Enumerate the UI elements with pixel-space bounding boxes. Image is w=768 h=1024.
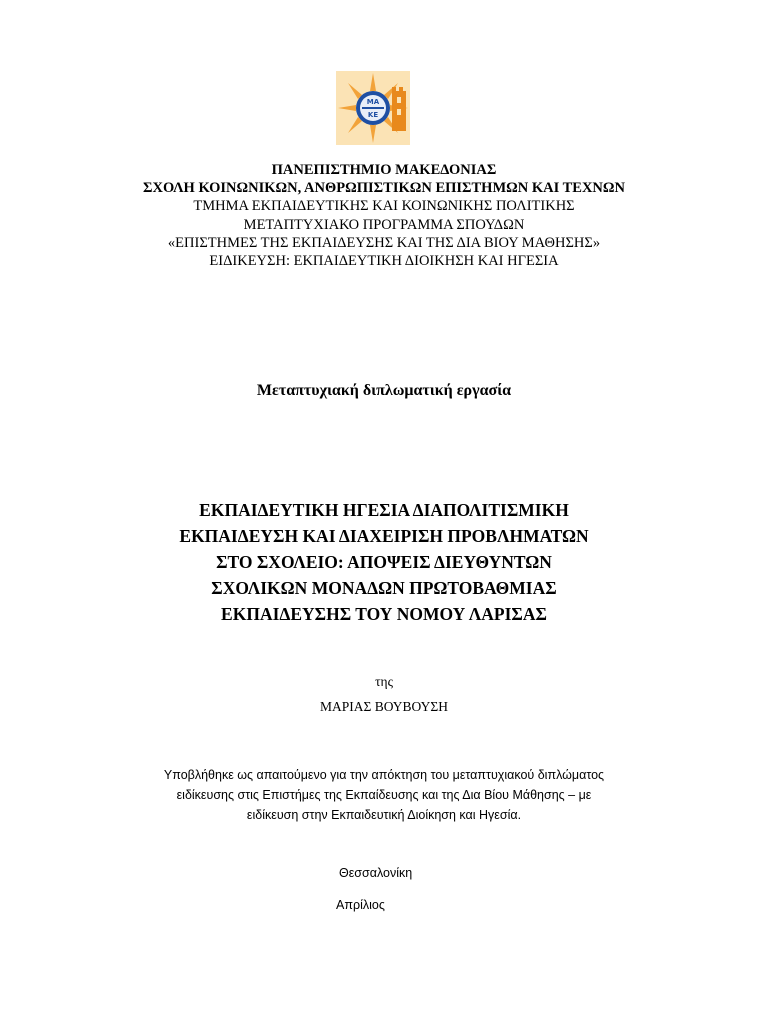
program-name: «ΕΠΙΣΤΗΜΕΣ ΤΗΣ ΕΚΠΑΙΔΕΥΣΗΣ ΚΑΙ ΤΗΣ ΔΙΑ ΒΙΟΥ ΜΑΘΗΣΗΣ» [167,234,601,251]
submission-statement [130,765,638,825]
city: Θεσσαλονίκη [339,866,413,880]
university-logo-icon [336,71,410,145]
title-line: ΕΚΠΑΙΔΕΥΣΗΣ ΤΟΥ ΝΟΜΟΥ ΛΑΡΙΣΑΣ [221,604,547,624]
specialization: ΕΙΔΙΚΕΥΣΗ: ΕΚΠΑΙΔΕΥΤΙΚΗ ΔΙΟΙΚΗΣΗ ΚΑΙ ΗΓΕΣΙΑ [209,253,559,270]
author-name: ΜΑΡΙΑΣ ΒΟΥΒΟΥΣΗ [319,699,448,714]
school-name: ΣΧΟΛΗ ΚΟΙΝΩΝΙΚΩΝ, ΑΝΘΡΩΠΙΣΤΙΚΩΝ ΕΠΙΣΤΗΜΩΝ ΚΑΙ ΤΕΧΝΩΝ [143,180,625,197]
program-label: ΜΕΤΑΠΤΥΧΙΑΚΟ ΠΡΟΓΡΑΜΜΑ ΣΠΟΥΔΩΝ [243,216,525,233]
title-line: ΕΚΠΑΙΔΕΥΣΗ ΚΑΙ ΔΙΑΧΕΙΡΙΣΗ ΠΡΟΒΛΗΜΑΤΩΝ [179,526,589,546]
university-name: ΠΑΝΕΠΙΣΤΗΜΙΟ ΜΑΚΕΔΟΝΙΑΣ [271,162,497,178]
title-line: ΣΧΟΛΙΚΩΝ ΜΟΝΑΔΩΝ ΠΡΩΤΟΒΑΘΜΙΑΣ [211,578,557,598]
thesis-title [120,497,648,627]
thesis-type: Μεταπτυχιακή διπλωματική εργασία [256,382,512,399]
statement-line: ειδίκευσης στις Επιστήμες της Εκπαίδευσης και της Δια Βίου Μάθησης – με [176,788,592,802]
title-line: ΣΤΟ ΣΧΟΛΕΙΟ: ΑΠΟΨΕΙΣ ΔΙΕΥΘΥΝΤΩΝ [216,552,552,572]
statement-line: Υποβλήθηκε ως απαιτούμενο για την απόκτηση του μεταπτυχιακού διπλώματος [163,768,605,782]
svg-text:ΚΕ: ΚΕ [367,111,379,119]
institution-block [0,161,768,270]
department-name: ΤΜΗΜΑ ΕΚΠΑΙΔΕΥΤΙΚΗΣ ΚΑΙ ΚΟΙΝΩΝΙΚΗΣ ΠΟΛΙΤΙΚΗΣ [193,198,575,215]
by-label: της [375,674,393,689]
title-line: ΕΚΠΑΙΔΕΥΤΙΚΗ ΗΓΕΣΙΑ ΔΙΑΠΟΛΙΤΙΣΜΙΚΗ [199,500,569,520]
svg-text:ΜΑ: ΜΑ [366,98,380,106]
month: Απρίλιος [336,898,385,912]
statement-line: ειδίκευση στην Εκπαιδευτική Διοίκηση και Ηγεσία. [246,808,522,822]
